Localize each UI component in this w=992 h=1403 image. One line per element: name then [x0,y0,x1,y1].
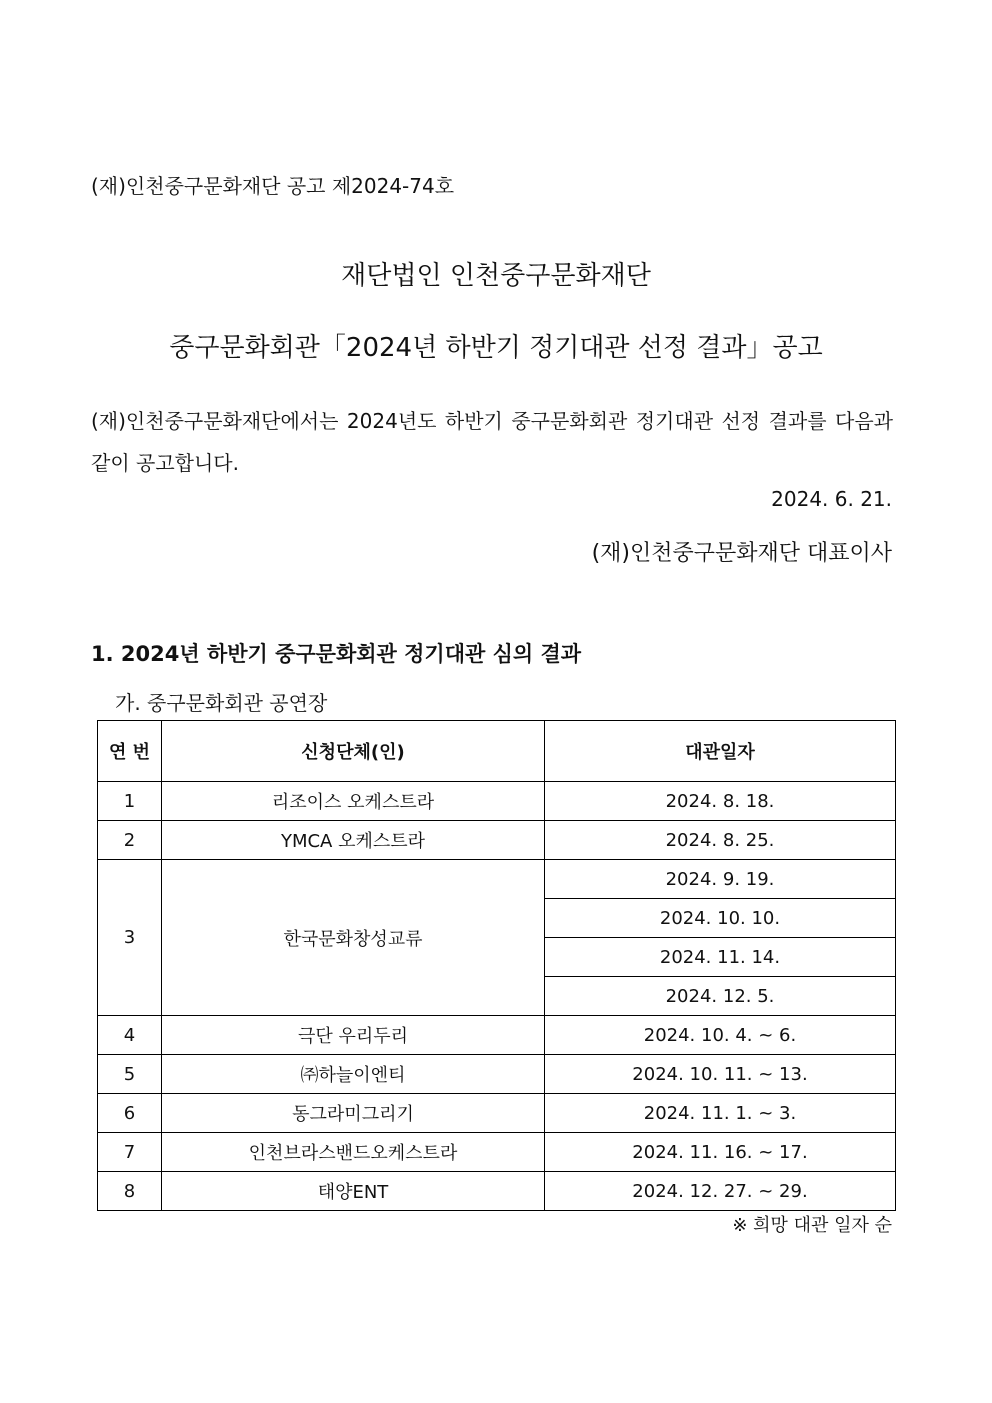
table-row [98,860,896,899]
cell-applicant: 태양ENT [162,1172,545,1211]
intro-paragraph: (재)인천중구문화재단에서는 2024년도 하반기 중구문화회관 정기대관 선정 결과를 다음과 같이 공고합니다. [91,409,893,475]
footnote: ※ 희망 대관 일자 순 [732,1215,892,1236]
table-row [98,1055,896,1094]
cell-applicant: ㈜하늘이엔티 [162,1055,545,1094]
document-title: 중구문화회관「2024년 하반기 정기대관 선정 결과」공고 [169,333,823,363]
table-body [98,782,896,1211]
cell-number: 3 [98,860,162,1016]
header-number: 연 번 [98,721,162,782]
header-rental-date: 대관일자 [545,721,896,782]
cell-number: 6 [98,1094,162,1133]
cell-applicant: 동그라미그리기 [162,1094,545,1133]
subsection-heading: 가. 중구문화회관 공연장 [115,691,328,715]
cell-rental-date: 2024. 10. 10. [545,899,896,938]
cell-applicant: 극단 우리두리 [162,1016,545,1055]
cell-rental-date: 2024. 11. 14. [545,938,896,977]
cell-applicant: 인천브라스밴드오케스트라 [162,1133,545,1172]
cell-number: 4 [98,1016,162,1055]
notice-date: 2024. 6. 21. [771,487,892,511]
table-row [98,1133,896,1172]
cell-number: 2 [98,821,162,860]
cell-number: 5 [98,1055,162,1094]
table-row [98,821,896,860]
cell-number: 7 [98,1133,162,1172]
cell-rental-date: 2024. 11. 16. ~ 17. [545,1133,896,1172]
cell-applicant: 리조이스 오케스트라 [162,782,545,821]
cell-rental-date: 2024. 10. 11. ~ 13. [545,1055,896,1094]
organization-title: 재단법인 인천중구문화재단 [341,261,651,291]
cell-rental-date: 2024. 10. 4. ~ 6. [545,1016,896,1055]
rental-results-table [97,720,896,1211]
cell-rental-date: 2024. 12. 27. ~ 29. [545,1172,896,1211]
cell-number: 1 [98,782,162,821]
cell-rental-date: 2024. 8. 18. [545,782,896,821]
table-row [98,1172,896,1211]
cell-applicant: 한국문화창성교류 [162,860,545,1016]
cell-rental-date: 2024. 11. 1. ~ 3. [545,1094,896,1133]
cell-rental-date: 2024. 9. 19. [545,860,896,899]
cell-rental-date: 2024. 12. 5. [545,977,896,1016]
table-row [98,1016,896,1055]
cell-applicant: YMCA 오케스트라 [162,821,545,860]
table-row [98,1094,896,1133]
cell-rental-date: 2024. 8. 25. [545,821,896,860]
cell-number: 8 [98,1172,162,1211]
table-row [98,782,896,821]
signer: (재)인천중구문화재단 대표이사 [591,541,892,566]
table-header-row [98,721,896,782]
section-heading: 1. 2024년 하반기 중구문화회관 정기대관 심의 결과 [91,642,582,666]
header-applicant: 신청단체(인) [162,721,545,782]
notice-number: (재)인천중구문화재단 공고 제2024-74호 [91,174,455,198]
